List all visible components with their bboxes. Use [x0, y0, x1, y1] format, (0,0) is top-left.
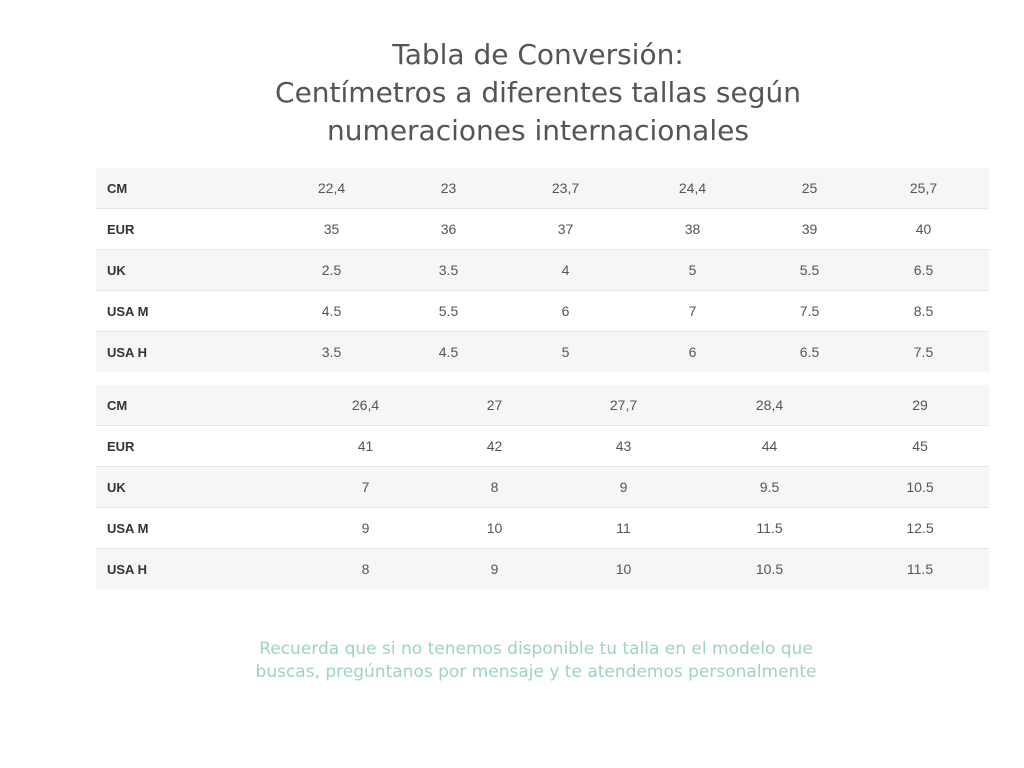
table-row	[96, 508, 989, 549]
table-cell: 7	[301, 467, 430, 508]
table-row	[96, 426, 989, 467]
table-cell: 41	[301, 426, 430, 467]
table-cell: 9	[301, 508, 430, 549]
row-label: EUR	[96, 426, 301, 467]
page-title	[0, 36, 1024, 150]
table-row	[96, 332, 989, 373]
row-label: EUR	[96, 209, 273, 250]
table-cell: 45	[851, 426, 989, 467]
table-cell: 9	[430, 549, 559, 590]
row-label: USA H	[96, 549, 301, 590]
table-cell: 3.5	[273, 332, 390, 373]
row-label: USA M	[96, 291, 273, 332]
table-cell: 7.5	[761, 291, 858, 332]
footer-note-line-2: buscas, pregúntanos por mensaje y te atendemos personalmente	[255, 662, 817, 682]
table-cell: 12.5	[851, 508, 989, 549]
table-cell: 7.5	[858, 332, 989, 373]
table-cell: 36	[390, 209, 507, 250]
table-cell: 5.5	[761, 250, 858, 291]
table-cell: 27,7	[559, 385, 688, 426]
row-label: UK	[96, 467, 301, 508]
table-cell: 40	[858, 209, 989, 250]
row-label: USA H	[96, 332, 273, 373]
row-label: USA M	[96, 508, 301, 549]
table-cell: 44	[688, 426, 851, 467]
table-cell: 38	[624, 209, 761, 250]
table-cell: 5	[624, 250, 761, 291]
title-line-3: numeraciones internacionales	[327, 114, 749, 147]
table-cell: 3.5	[390, 250, 507, 291]
table-cell: 28,4	[688, 385, 851, 426]
table-cell: 8	[301, 549, 430, 590]
table-cell: 6	[624, 332, 761, 373]
table-row	[96, 549, 989, 590]
table-cell: 11.5	[688, 508, 851, 549]
table-cell: 43	[559, 426, 688, 467]
table-cell: 4	[507, 250, 624, 291]
size-table-1	[96, 168, 989, 372]
title-line-2: Centímetros a diferentes tallas según	[275, 76, 801, 109]
table-row	[96, 168, 989, 209]
table-row	[96, 250, 989, 291]
table-cell: 10	[559, 549, 688, 590]
table-cell: 6	[507, 291, 624, 332]
table-cell: 4.5	[273, 291, 390, 332]
table-cell: 37	[507, 209, 624, 250]
table-cell: 10	[430, 508, 559, 549]
table-cell: 4.5	[390, 332, 507, 373]
row-label: UK	[96, 250, 273, 291]
footer-note-line-1: Recuerda que si no tenemos disponible tu talla en el modelo que	[259, 639, 813, 659]
table-cell: 22,4	[273, 168, 390, 209]
table-cell: 8.5	[858, 291, 989, 332]
row-label: CM	[96, 168, 273, 209]
table-cell: 5.5	[390, 291, 507, 332]
table-cell: 11	[559, 508, 688, 549]
table-cell: 25	[761, 168, 858, 209]
table-cell: 42	[430, 426, 559, 467]
table-cell: 23	[390, 168, 507, 209]
table-cell: 26,4	[301, 385, 430, 426]
row-label: CM	[96, 385, 301, 426]
table-row	[96, 385, 989, 426]
table-cell: 35	[273, 209, 390, 250]
table-row	[96, 291, 989, 332]
table-cell: 10.5	[688, 549, 851, 590]
table-cell: 10.5	[851, 467, 989, 508]
table-cell: 25,7	[858, 168, 989, 209]
footer-note	[0, 638, 1024, 684]
table-cell: 23,7	[507, 168, 624, 209]
table-cell: 24,4	[624, 168, 761, 209]
table-cell: 9	[559, 467, 688, 508]
table-cell: 9.5	[688, 467, 851, 508]
size-table-2	[96, 385, 989, 589]
table-cell: 6.5	[761, 332, 858, 373]
table-row	[96, 209, 989, 250]
table-cell: 5	[507, 332, 624, 373]
table-cell: 7	[624, 291, 761, 332]
table-row	[96, 467, 989, 508]
table-cell: 6.5	[858, 250, 989, 291]
title-line-1: Tabla de Conversión:	[392, 38, 684, 71]
table-cell: 29	[851, 385, 989, 426]
table-cell: 39	[761, 209, 858, 250]
table-cell: 11.5	[851, 549, 989, 590]
table-cell: 27	[430, 385, 559, 426]
table-cell: 8	[430, 467, 559, 508]
table-cell: 2.5	[273, 250, 390, 291]
